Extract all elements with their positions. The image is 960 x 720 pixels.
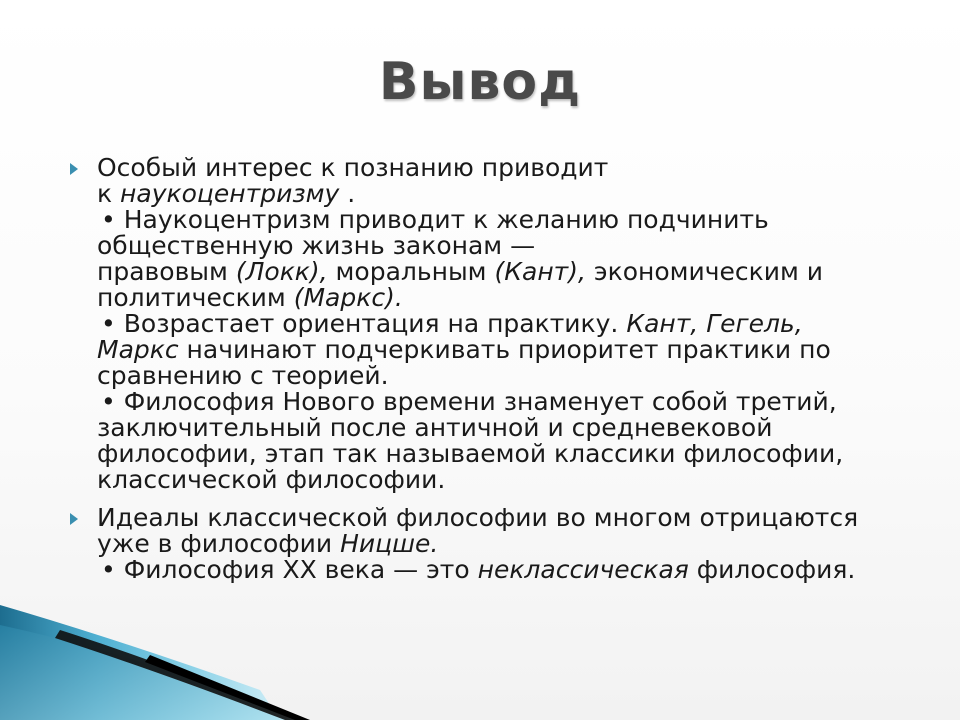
sub-point-3-line-2: заключительный после античной и средневековой: [97, 413, 773, 442]
bullet2-line-1: Идеалы классической философии во многом отрицаются: [97, 503, 859, 532]
sub-point-3-line-4: классической философии.: [97, 465, 446, 494]
sub-point-2-line-3: сравнению с теорией.: [97, 361, 389, 390]
sub-bullet-dot-icon: •: [101, 387, 116, 416]
name-kant: (Кант),: [494, 257, 586, 286]
term-neklassicheskaya: неклассическая: [477, 555, 689, 584]
sub-point-1-line-4: политическим (Маркс).: [97, 283, 403, 312]
name-marx-2: Маркс: [97, 335, 179, 364]
triangle-bullet-icon: [70, 163, 78, 175]
sub-bullet-dot-icon: •: [101, 555, 116, 584]
term-naukocentrizm: наукоцентризму: [120, 179, 340, 208]
bullet1-line-1: Особый интерес к познанию приводит: [97, 153, 609, 182]
sub-point-2-line-1: • Возрастает ориентация на практику. Кант, Гегель,: [101, 309, 803, 338]
name-locke: (Локк),: [235, 257, 328, 286]
sub-point-3-line-1: • Философия Нового времени знаменует собой третий,: [101, 387, 837, 416]
slide-content: [70, 155, 920, 595]
sub-point-2-line-2: Маркс начинают подчеркивать приоритет практики по: [97, 335, 831, 364]
sub-point-3-line-3: философии, этап так называемой классики философии,: [97, 439, 844, 468]
names-kant-hegel: Кант, Гегель,: [626, 309, 803, 338]
sub-bullet-dot-icon: •: [101, 205, 116, 234]
bullet2-line-2: уже в философии Ницше.: [97, 529, 439, 558]
bullet-item-2: [70, 505, 920, 583]
triangle-bullet-icon: [70, 513, 78, 525]
slide-title: Вывод: [378, 52, 582, 112]
name-nietzsche: Ницше.: [340, 529, 439, 558]
sub-point-1-line-3: правовым (Локк), моральным (Кант), экономическим и: [97, 257, 824, 286]
sub-point-1-line-1: • Наукоцентризм приводит к желанию подчинить: [101, 205, 769, 234]
bullet1-line-2: к наукоцентризму .: [97, 179, 356, 208]
name-marx: (Маркс).: [293, 283, 403, 312]
bullet2-sub-point-1: • Философия XX века — это неклассическая философия.: [101, 555, 856, 584]
sub-bullet-dot-icon: •: [101, 309, 116, 338]
bullet-item-1: [70, 155, 920, 493]
sub-point-1-line-2: общественную жизнь законам —: [97, 231, 536, 260]
